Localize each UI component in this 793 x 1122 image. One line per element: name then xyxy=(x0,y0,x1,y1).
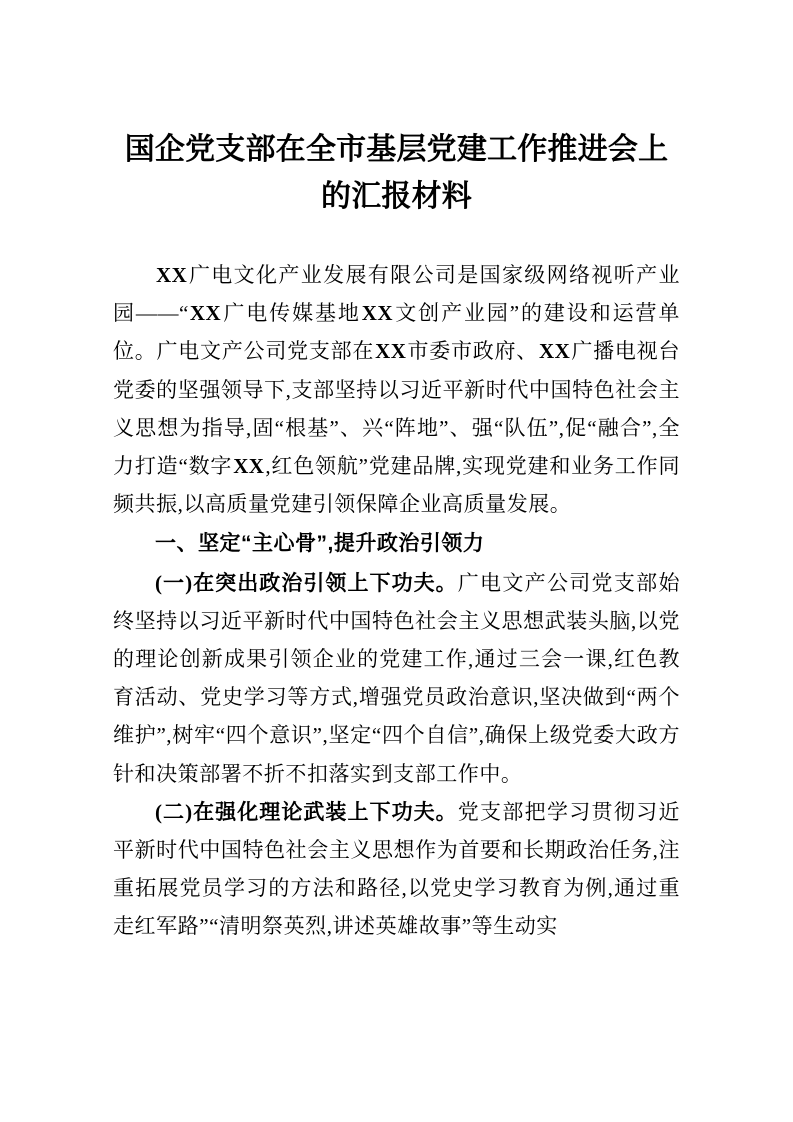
intro-run-1: 广电文化产业发展有限公司是国家级网络视听产业园——“ xyxy=(113,263,680,326)
intro-run-5: 广播电视台党委的坚强领导下,支部坚持以习近平新时代中国特色社会主义思想为指导,固“根基”、兴“阵地”、强“队伍”,促“融合”,全力打造“数字 xyxy=(113,339,680,479)
intro-latin-5: XX xyxy=(539,339,571,364)
section-1-1-lead: (一)在突出政治引领上下功夫。 xyxy=(155,570,458,595)
paragraph-section-1-2 xyxy=(113,793,680,946)
intro-latin-4: XX xyxy=(375,339,407,364)
intro-latin-3: XX xyxy=(361,301,393,326)
page-title: 国企党支部在全市基层党建工作推进会上的汇报材料 xyxy=(124,133,669,213)
paragraph-intro xyxy=(113,256,680,523)
paragraph-section-1-1 xyxy=(113,564,680,793)
intro-run-4: 市委市政府、 xyxy=(407,339,539,364)
section-1-2-lead: (二)在强化理论武装上下功夫。 xyxy=(155,799,458,824)
intro-latin-6: XX xyxy=(233,454,265,479)
intro-latin-2: XX xyxy=(189,301,222,326)
intro-latin-lead: XX xyxy=(156,263,188,287)
section-heading-1: 一、坚定“主心骨”,提升政治引领力 xyxy=(155,532,485,556)
intro-run-3: 文创产业园”的建设和运营单位。广电文产公司党支部在 xyxy=(113,301,680,364)
intro-run-2: 广电传媒基地 xyxy=(222,301,361,326)
page-content-area xyxy=(113,0,680,946)
intro-run-6: ,红色领航”党建品牌,实现党建和业务工作同频共振,以高质量党建引领保障企业高质量发展。 xyxy=(113,454,680,517)
section-1-2-body: 党支部把学习贯彻习近平新时代中国特色社会主义思想作为首要和长期政治任务,注重拓展党员学习的方法和路径,以党史学习教育为例,通过重走红军路”“清明祭英烈,讲述英雄故事”等生动实 xyxy=(113,799,680,939)
section-1-1-body: 广电文产公司党支部始终坚持以习近平新时代中国特色社会主义思想武装头脑,以党的理论创新成果引领企业的党建工作,通过三会一课,红色教育活动、党史学习等方式,增强党员政治意识,坚决做到“两个维护”,树牢“四个意识”,坚定“四个自信”,确保上级党委大政方针和决策部署不折不扣落实到支部工作中。 xyxy=(113,570,680,786)
